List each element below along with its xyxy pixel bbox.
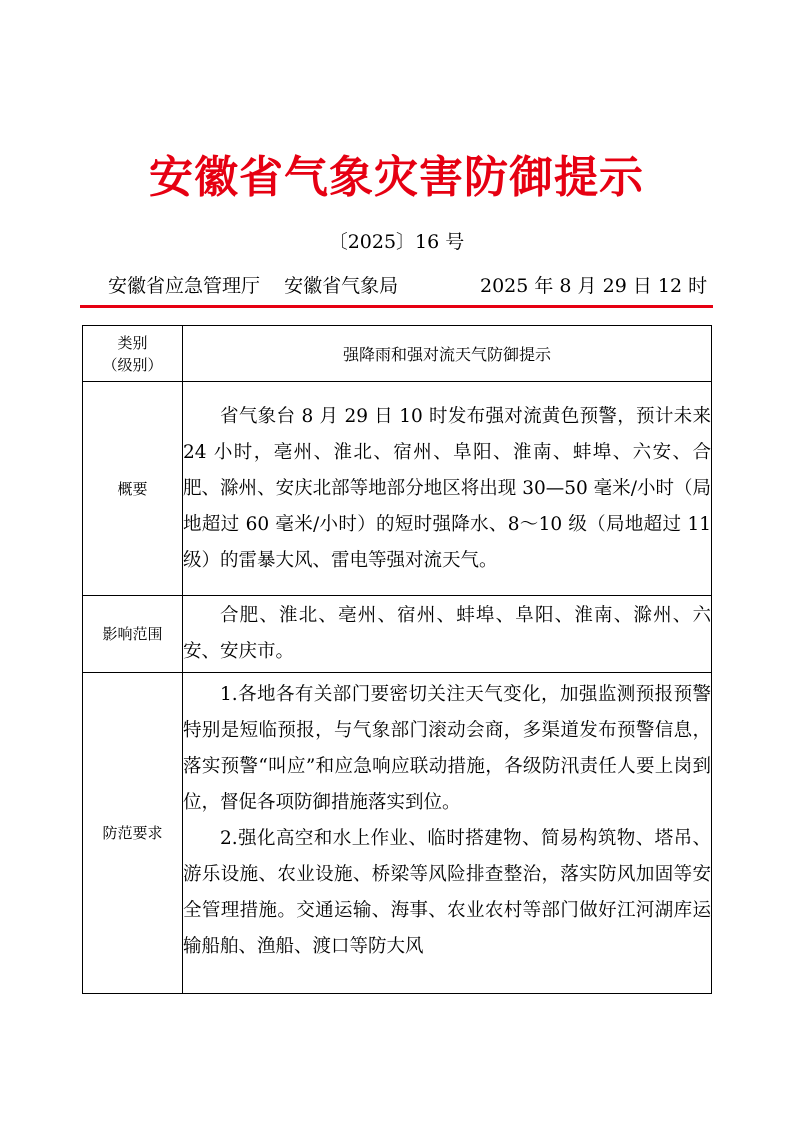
summary-content bbox=[183, 382, 712, 596]
document-number: 〔2025〕16 号 bbox=[328, 231, 465, 253]
table-row-summary bbox=[83, 382, 712, 596]
warning-info-table bbox=[82, 325, 712, 994]
prevention-content bbox=[183, 673, 712, 994]
red-divider-line bbox=[80, 305, 713, 308]
category-value: 强降雨和强对流天气防御提示 bbox=[183, 326, 712, 382]
prevention-paragraph-2: 2.强化高空和水上作业、临时搭建物、简易构筑物、塔吊、游乐设施、农业设施、桥梁等风险排查整治，落实防风加固等安全管理措施。交通运输、海事、农业农村等部门做好江河湖库运输船舶、渔船、渡口等防大风 bbox=[183, 828, 711, 957]
category-label-line1: 类别 bbox=[117, 333, 148, 352]
table-row-impact-area bbox=[83, 596, 712, 673]
impact-area-paragraph: 合肥、淮北、亳州、宿州、蚌埠、阜阳、淮南、滁州、六安、安庆市。 bbox=[183, 605, 711, 662]
table-row-category bbox=[83, 326, 712, 382]
category-label bbox=[83, 326, 183, 382]
impact-area-label: 影响范围 bbox=[83, 596, 183, 673]
issue-time: 2025 年 8 月 29 日 12 时 bbox=[480, 275, 708, 297]
summary-paragraph: 省气象台 8 月 29 日 10 时发布强对流黄色预警，预计未来 24 小时，亳州、淮北、宿州、阜阳、淮南、蚌埠、六安、合肥、滁州、安庆北部等地部分地区将出现 30—50 毫米/小时（局地超过 60 毫米/小时）的短时强降水、8～10 级（局地超过 11 级）的雷暴大风、雷电等强对流天气。 bbox=[183, 405, 711, 571]
prevention-paragraph-1: 1.各地各有关部门要密切关注天气变化，加强监测预报预警特别是短临预报，与气象部门滚动会商，多渠道发布预警信息，落实预警“叫应”和应急响应联动措施，各级防汛责任人要上岗到位，督促各项防御措施落实到位。 bbox=[183, 684, 711, 813]
issuing-agencies: 安徽省应急管理厅 安徽省气象局 bbox=[108, 275, 399, 297]
document-title: 安徽省气象灾害防御提示 bbox=[149, 152, 644, 203]
prevention-label: 防范要求 bbox=[83, 673, 183, 994]
category-label-line2: （级别） bbox=[102, 355, 163, 374]
summary-label: 概要 bbox=[83, 382, 183, 596]
impact-area-content bbox=[183, 596, 712, 673]
table-row-prevention bbox=[83, 673, 712, 994]
